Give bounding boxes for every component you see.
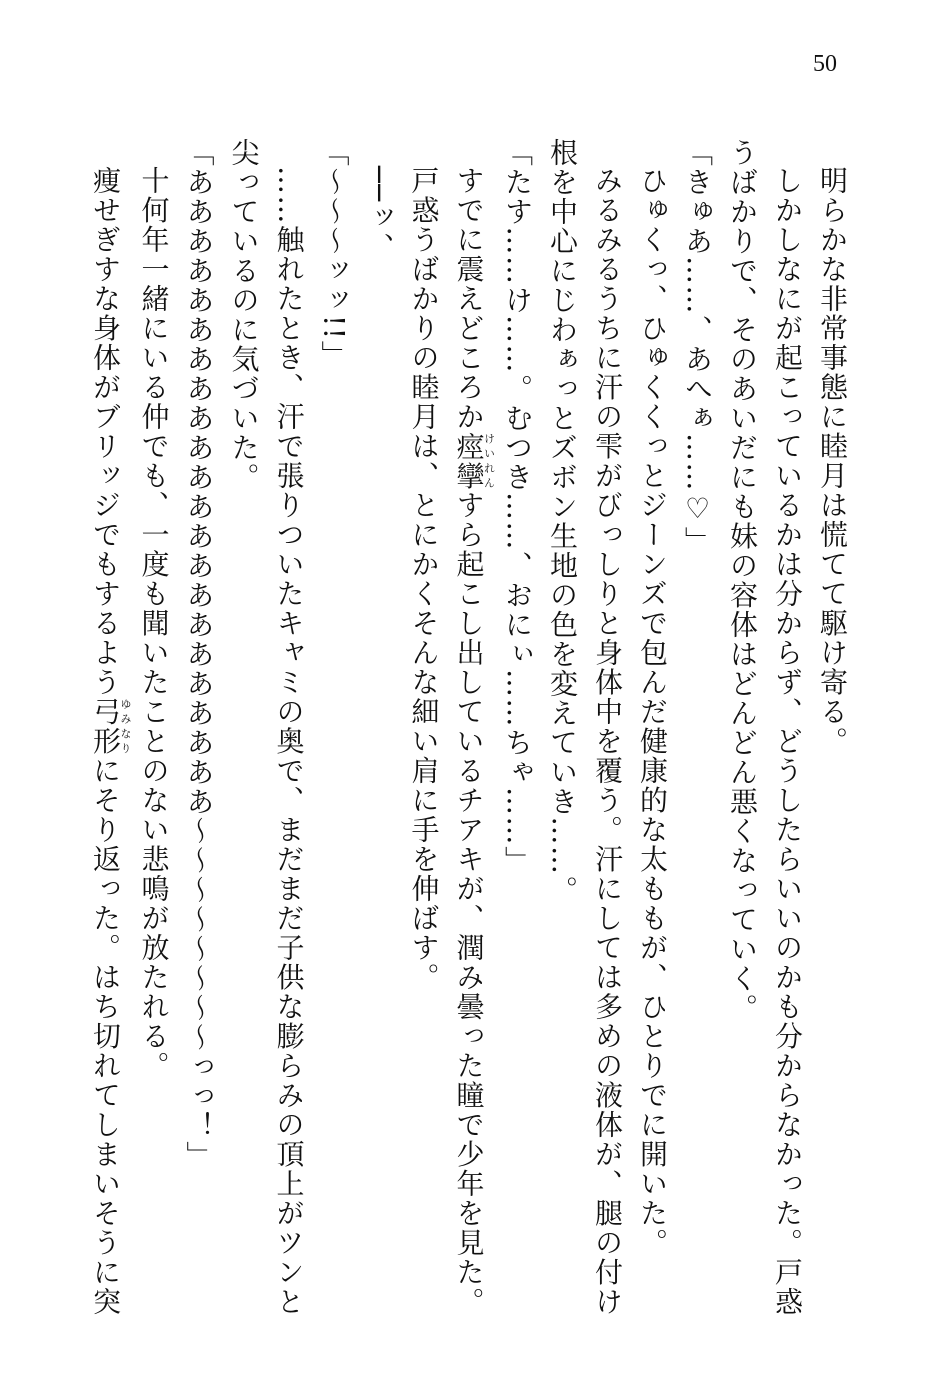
text-line: 痩せぎすな身体がブリッジでもするよう弓形ゆみなりにそり返った。はち切れてしまいそうに突 <box>89 166 132 1317</box>
text-line: すでに震えどころか痙攣けいれんすら起こし出しているチアキが、潤み曇った瞳で少年を見た。 <box>452 166 496 1317</box>
ruby-annotation: 痙攣けいれん <box>452 431 496 491</box>
text-line: うばかりで、そのあいだにも妹の容体はどんどん悪くなっていく。 <box>726 138 759 1023</box>
text-line: みるみるうちに汗の雫がびっしりと身体中を覆う。汗にしては多めの液体が、腿の付け <box>591 166 624 1317</box>
text-line: 「きゅあ……、あへぁ……♡」 <box>681 138 714 556</box>
text-line: 「ああああああああああああああああああああああ〜〜〜〜〜〜〜〜っっ！」 <box>182 138 216 1171</box>
text-line: しかしなにが起こっているかは分からず、どうしたらいいのかも分からなかった。戸惑 <box>771 166 804 1317</box>
text-line: 尖っているのに気づいた。 <box>227 138 261 492</box>
text-line: 明らかな非常事態に睦月は慌てて駆け寄る。 <box>816 166 849 756</box>
text-line: ──ッ、 <box>362 166 396 262</box>
text-line: ひゅくっ、ひゅくくっとジーンズで包んだ健康的な太ももが、ひとりでに開いた。 <box>636 166 669 1258</box>
vertical-text-body <box>83 138 855 1317</box>
text-line: 「〜〜〜ッッ!!」 <box>317 138 351 371</box>
ruby-reading: ゆみなり <box>119 697 132 756</box>
ruby-reading: けいれん <box>482 431 496 491</box>
ruby-annotation: 弓形ゆみなり <box>89 697 132 756</box>
page-number: 50 <box>813 51 837 77</box>
text-line: 根を中心にじわぁっとズボン生地の色を変えていき……。 <box>546 138 579 905</box>
text-line: ……触れたとき、汗で張りついたキャミの奥で、まだまだ子供な膨らみの頂上がツンと <box>272 166 306 1317</box>
text-line: 「たす……け……。むつき……、おにぃ……ちゃ……」 <box>501 138 534 876</box>
text-line: 戸惑うばかりの睦月は、とにかくそんな細い肩に手を伸ばす。 <box>407 166 441 992</box>
text-line: 十何年一緒にいる仲でも、一度も聞いたことのない悲鳴が放たれる。 <box>137 166 171 1081</box>
